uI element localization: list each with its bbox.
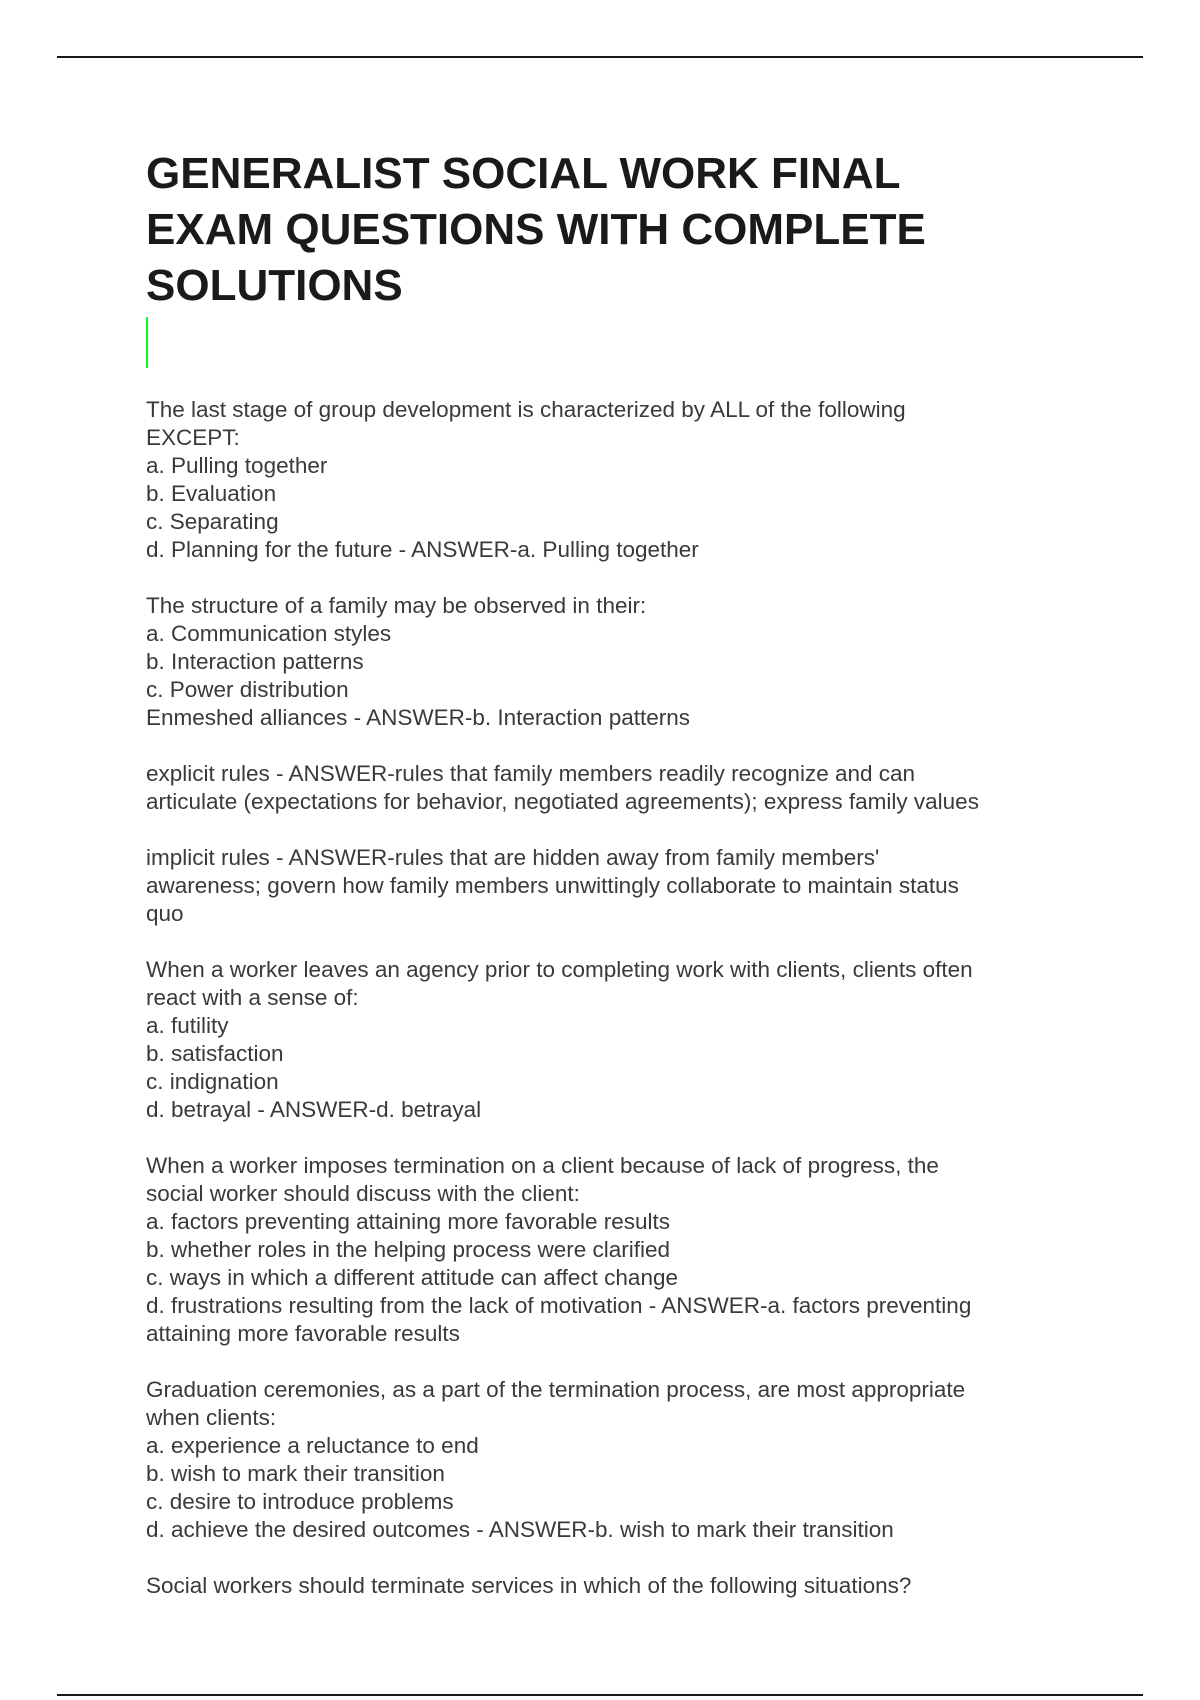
answer-option-with-answer: d. Planning for the future - ANSWER-a. Pulling together [146,537,699,562]
answer-option: c. Power distribution [146,677,349,702]
question-text: Social workers should terminate services in which of the following situations? [146,1573,912,1598]
definition-text: awareness; govern how family members unwittingly collaborate to maintain status [146,873,959,898]
answer-option: a. experience a reluctance to end [146,1433,479,1458]
question-text: when clients: [146,1405,277,1430]
question-text: EXCEPT: [146,425,240,450]
answer-option: b. satisfaction [146,1041,284,1066]
question-text: The structure of a family may be observed in their: [146,593,647,618]
document-body [146,146,1066,1600]
answer-option: a. Pulling together [146,453,328,478]
qa-block-worker-leaves [146,956,1066,1124]
qa-block-family-structure [146,592,1066,732]
definition-text: articulate (expectations for behavior, negotiated agreements); express family values [146,789,979,814]
question-text: When a worker leaves an agency prior to completing work with clients, clients often [146,957,973,982]
title-highlight [146,146,1066,368]
answer-option: a. futility [146,1013,229,1038]
qa-block-explicit-rules [146,760,1066,816]
definition-text: explicit rules - ANSWER-rules that family members readily recognize and can [146,761,916,786]
bottom-rule [57,1694,1143,1696]
definition-text: quo [146,901,184,926]
answer-continuation: attaining more favorable results [146,1321,460,1346]
document-title [146,146,1066,370]
answer-option: c. indignation [146,1069,279,1094]
qa-block-group-development [146,396,1066,564]
title-line: SOLUTIONS [146,261,403,310]
question-text: When a worker imposes termination on a client because of lack of progress, the [146,1153,939,1178]
answer-option: c. ways in which a different attitude can affect change [146,1265,678,1290]
answer-option: a. Communication styles [146,621,392,646]
qa-block-implicit-rules [146,844,1066,928]
question-text: social worker should discuss with the client: [146,1181,580,1206]
answer-option: c. Separating [146,509,279,534]
answer-option-with-answer: d. betrayal - ANSWER-d. betrayal [146,1097,482,1122]
question-text: Graduation ceremonies, as a part of the termination process, are most appropriate [146,1377,966,1402]
answer-option-with-answer: Enmeshed alliances - ANSWER-b. Interaction patterns [146,705,690,730]
title-line: GENERALIST SOCIAL WORK FINAL [146,149,901,198]
qa-block-graduation-ceremonies [146,1376,1066,1544]
answer-option: b. wish to mark their transition [146,1461,445,1486]
answer-option: b. Evaluation [146,481,277,506]
qa-block-terminate-services [146,1572,1066,1600]
answer-option: b. Interaction patterns [146,649,364,674]
answer-option: b. whether roles in the helping process were clarified [146,1237,671,1262]
question-text: react with a sense of: [146,985,359,1010]
question-text: The last stage of group development is characterized by ALL of the following [146,397,906,422]
definition-text: implicit rules - ANSWER-rules that are hidden away from family members' [146,845,880,870]
qa-block-imposed-termination [146,1152,1066,1348]
top-rule [57,56,1143,58]
answer-option-with-answer: d. achieve the desired outcomes - ANSWER-b. wish to mark their transition [146,1517,894,1542]
answer-option: a. factors preventing attaining more favorable results [146,1209,671,1234]
title-line: EXAM QUESTIONS WITH COMPLETE [146,205,926,254]
answer-option-with-answer: d. frustrations resulting from the lack of motivation - ANSWER-a. factors preventing [146,1293,972,1318]
answer-option: c. desire to introduce problems [146,1489,454,1514]
